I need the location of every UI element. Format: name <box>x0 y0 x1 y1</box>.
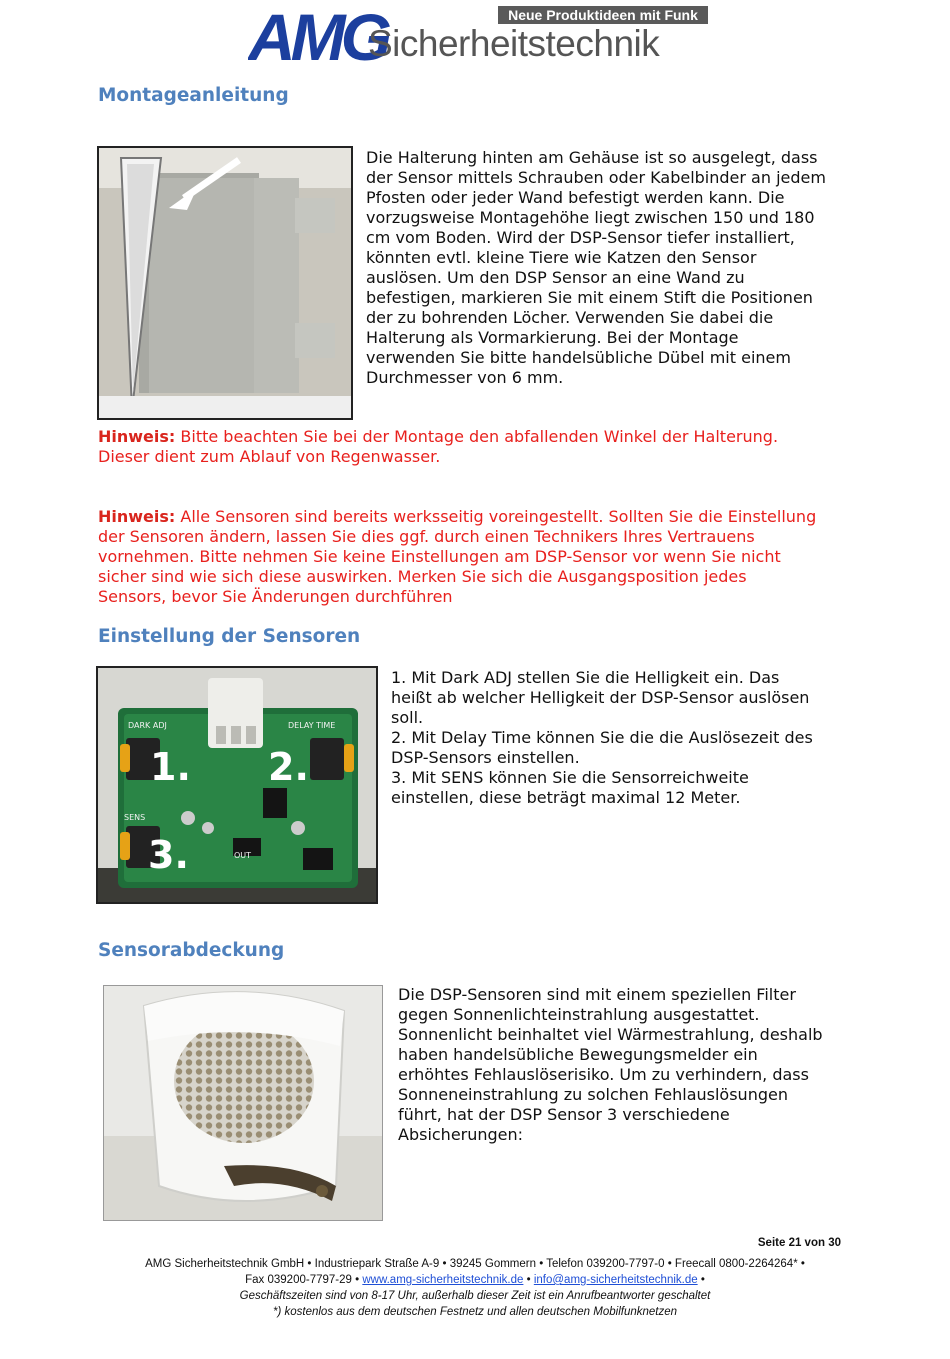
settings-text <box>391 668 851 808</box>
note-text: der Sensoren ändern, lassen Sie dies ggf. durch einen Technikers Ihres Vertrauens <box>98 527 755 546</box>
board-marker-2: 2. <box>268 745 309 789</box>
footer-disclaimer-text: *) kostenlos aus dem deutschen Festnetz und allen deutschen Mobilfunknetzen <box>272 1306 678 1318</box>
text-line: Die DSP-Sensoren sind mit einem speziellen Filter <box>398 985 796 1004</box>
note-mounting-angle <box>98 427 878 467</box>
section-title-cover: Sensorabdeckung <box>98 940 285 961</box>
footer-hours <box>0 1288 950 1304</box>
text-line: DSP-Sensors einstellen. <box>391 748 580 767</box>
page-number: Seite 21 von 30 <box>757 1237 841 1249</box>
note-text: Bitte beachten Sie bei der Montage den abfallenden Winkel der Halterung. <box>175 427 779 446</box>
text-line: Halterung als Vormarkierung. Bei der Montage <box>366 328 739 347</box>
sensor-cover-photo <box>103 985 383 1221</box>
logo-letters: AMG <box>248 0 387 66</box>
text-line: erhöhtes Fehlauslöserisiko. Um zu verhindern, dass <box>398 1065 809 1084</box>
board-marker-3: 3. <box>148 833 189 877</box>
text-line: auslösen. Um den DSP Sensor an eine Wand zu <box>366 268 745 287</box>
text-line: soll. <box>391 708 424 727</box>
board-label-dark-adj: DARK ADJ <box>128 721 167 730</box>
text-line: Sonneneinstrahlung zu solchen Fehlauslösungen <box>398 1085 788 1104</box>
circuit-board-photo <box>96 666 378 904</box>
text-line: könnten evtl. kleine Tiere wie Katzen den Sensor <box>366 248 757 267</box>
cover-text <box>398 985 858 1145</box>
board-label-delay-time: DELAY TIME <box>288 721 336 730</box>
text-line: Absicherungen: <box>398 1125 524 1144</box>
section-title-montage: Montageanleitung <box>98 85 289 106</box>
footer-contact <box>0 1272 950 1288</box>
mounting-text <box>366 148 846 388</box>
text-line: führt, hat der DSP Sensor 3 verschiedene <box>398 1105 730 1124</box>
footer-fax: Fax 039200-7797-29 • <box>245 1274 363 1286</box>
footer <box>0 1256 950 1320</box>
footer-hours-text: Geschäftszeiten sind von 8-17 Uhr, außerhalb dieser Zeit ist ein Anrufbeantworter geschaltet <box>239 1290 711 1302</box>
text-line: Durchmesser von 6 mm. <box>366 368 564 387</box>
board-marker-1: 1. <box>150 745 191 789</box>
text-line: Die Halterung hinten am Gehäuse ist so ausgelegt, dass <box>366 148 818 167</box>
text-line: vorzugsweise Montagehöhe liegt zwischen 150 und 180 <box>366 208 815 227</box>
logo-tagline <box>498 6 708 24</box>
note-label: Hinweis: <box>98 507 176 526</box>
logo-brand: Sicherheitstechnik <box>368 23 660 64</box>
footer-disclaimer <box>0 1304 950 1320</box>
note-text: Dieser dient zum Ablauf von Regenwasser. <box>98 447 441 466</box>
text-line: einstellen, diese beträgt maximal 12 Meter. <box>391 788 741 807</box>
mounting-photo <box>97 146 353 420</box>
text-line: 1. Mit Dark ADJ stellen Sie die Helligkeit ein. Das <box>391 668 780 687</box>
note-text: Alle Sensoren sind bereits werksseitig voreingestellt. Sollten Sie die Einstellung <box>175 507 817 526</box>
note-text: sicher sind wie sich diese auswirken. Merken Sie sich die Ausgangsposition jedes <box>98 567 747 586</box>
note-label: Hinweis: <box>98 427 176 446</box>
footer-website-link[interactable]: www.amg-sicherheitstechnik.de <box>362 1274 524 1286</box>
note-text: vornehmen. Bitte nehmen Sie keine Einstellungen am DSP-Sensor vor wenn Sie nicht <box>98 547 781 566</box>
text-line: Pfosten oder jeder Wand befestigt werden kann. Die <box>366 188 785 207</box>
text-line: der zu bohrenden Löcher. Verwenden Sie dabei die <box>366 308 774 327</box>
text-line: 2. Mit Delay Time können Sie die die Auslösezeit des <box>391 728 813 747</box>
text-line: gegen Sonnenlichteinstrahlung ausgestattet. <box>398 1005 760 1024</box>
footer-separator: • <box>523 1274 534 1286</box>
section-title-settings: Einstellung der Sensoren <box>98 626 361 647</box>
text-line: 3. Mit SENS können Sie die Sensorreichweite <box>391 768 749 787</box>
text-line: der Sensor mittels Schrauben oder Kabelbinder an jedem <box>366 168 826 187</box>
text-line: verwenden Sie bitte handelsübliche Dübel mit einem <box>366 348 791 367</box>
text-line: befestigen, markieren Sie mit einem Stift die Positionen <box>366 288 813 307</box>
footer-address: AMG Sicherheitstechnik GmbH • Industriepark Straße A-9 • 39245 Gommern • Telefon 039200-7797-0 • Freecall 0800-2264264* • <box>145 1258 805 1270</box>
note-text: Sensors, bevor Sie Änderungen durchführen <box>98 587 453 606</box>
board-label-sens: SENS <box>124 813 146 822</box>
text-line: haben handelsübliche Bewegungsmelder ein <box>398 1045 758 1064</box>
text-line: cm vom Boden. Wird der DSP-Sensor tiefer installiert, <box>366 228 795 247</box>
text-line: Sonnenlicht beinhaltet viel Wärmestrahlung, deshalb <box>398 1025 823 1044</box>
board-label-out: OUT <box>234 851 252 860</box>
note-factory-settings <box>98 507 888 607</box>
logo-tagline-text: Neue Produktideen mit Funk <box>508 7 698 23</box>
footer-email-link[interactable]: info@amg-sicherheitstechnik.de <box>533 1274 698 1286</box>
text-line: heißt ab welcher Helligkeit der DSP-Sensor auslösen <box>391 688 810 707</box>
footer-separator: • <box>697 1274 705 1286</box>
